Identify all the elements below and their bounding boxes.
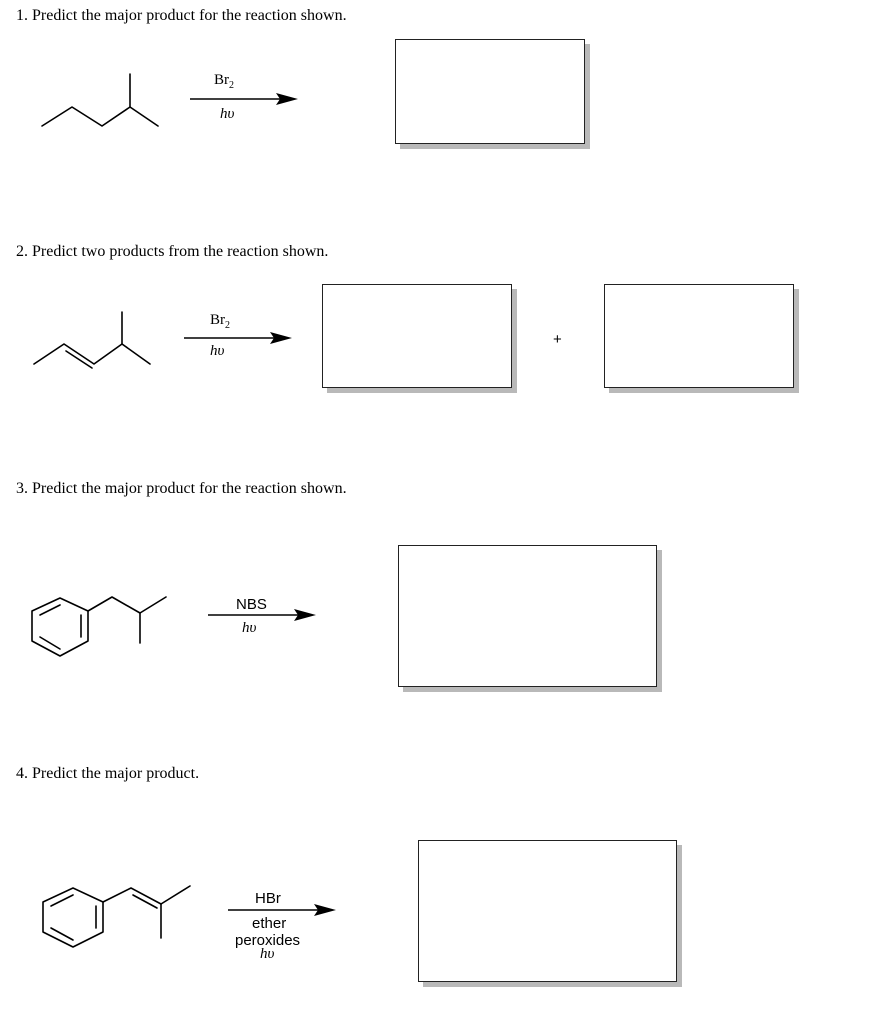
q3-reagent: NBS [236,596,267,613]
plus-sign: + [553,331,562,348]
question-2-title: 2. Predict two products from the reaction shown. [16,243,329,260]
q4-condition-light: hυ [260,946,275,962]
q2-answer-box-1[interactable] [322,284,512,388]
q3-answer-box[interactable] [398,545,657,687]
q1-condition: hυ [220,106,235,122]
question-4-title: 4. Predict the major product. [16,765,200,782]
q1-answer-box[interactable] [395,39,585,144]
methylbutene-structure [32,312,152,368]
q4-condition-peroxides: peroxides [235,932,301,949]
isopentane-structure [40,72,160,132]
q1-reaction-arrow [190,92,300,106]
methylpropenylbenzene-structure [43,884,193,954]
q4-reagent: HBr [255,890,281,907]
q2-reagent: $Br_2$ [210,312,230,331]
q4-condition-ether: ether [252,915,287,932]
question-1-title: 1. Predict the major product for the reaction shown. [16,7,347,24]
q4-answer-box[interactable] [418,840,677,982]
q2-condition: hυ [210,343,225,359]
q3-condition: hυ [242,620,257,636]
q2-answer-box-2[interactable] [604,284,794,388]
isobutylbenzene-structure [32,593,172,663]
q1-reagent: $Br_2$ [214,72,234,91]
q3-reaction-arrow [208,608,318,622]
q2-reaction-arrow [184,331,294,345]
question-3-title: 3. Predict the major product for the reaction shown. [16,480,347,497]
